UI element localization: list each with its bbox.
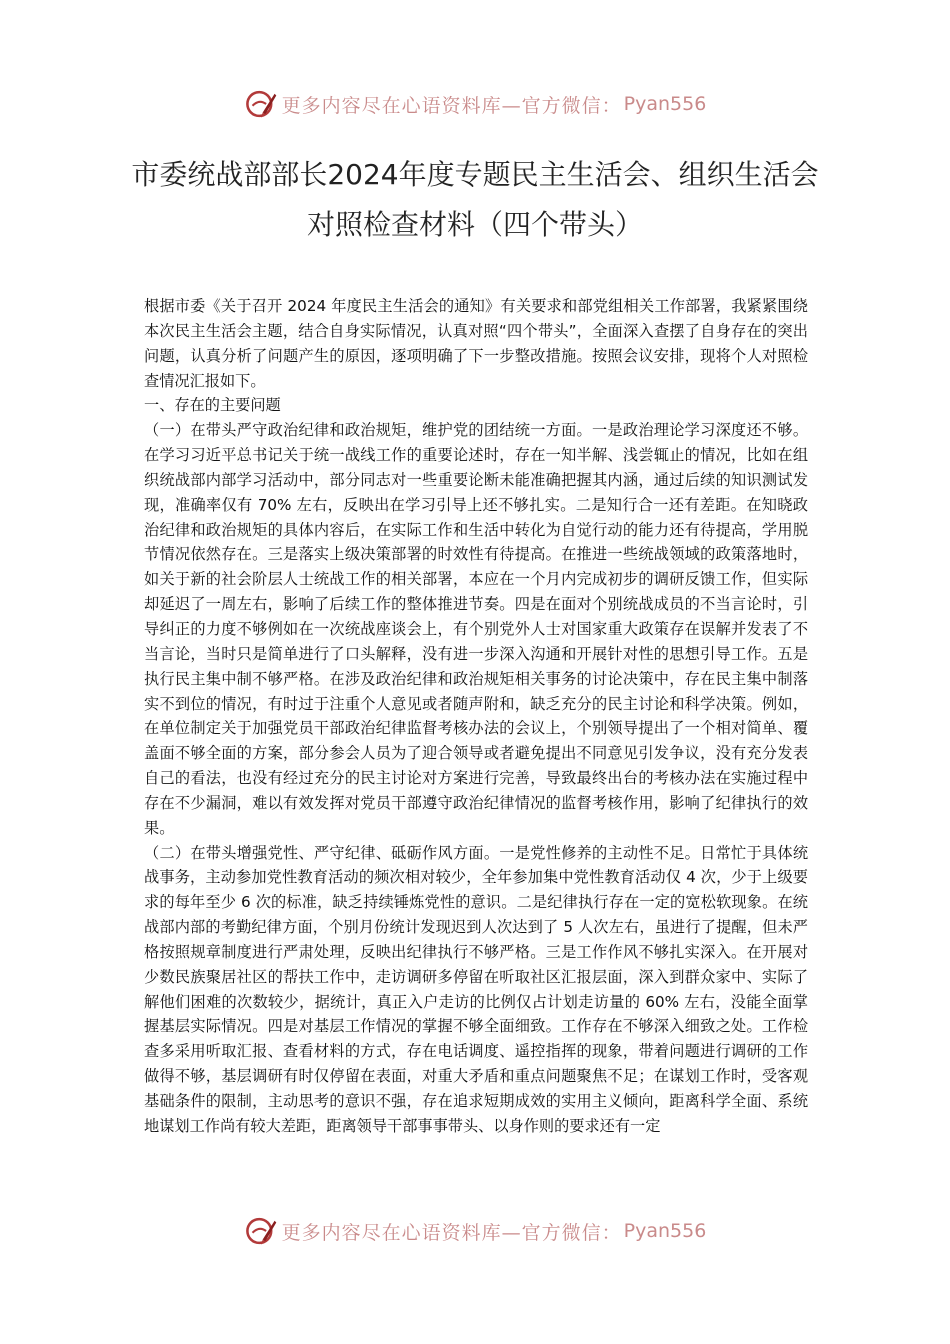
document-body — [144, 294, 808, 1139]
watermark-footer — [0, 1211, 950, 1251]
brush-pen-logo-icon — [244, 1214, 278, 1248]
watermark-text: 更多内容尽在心语资料库—官方微信： — [281, 94, 622, 117]
body-paragraph-2: （二）在带头增强党性、严守纪律、砥砺作风方面。一是党性修养的主动性不足。日常忙于具体统战事务，主动参加党性教育活动的频次相对较少，全年参加集中党性教育活动仅 4 次，少于上级要求的每年至少 6 次的标准，缺乏持续锤炼党性的意识。二是纪律执行存在一定的宽松软现象。在统战部内部的考勤纪律方面，个别月份统计发现迟到人次达到了 5 人次左右，虽进行了提醒，但未严格按照规章制度进行严肃处理，反映出纪律执行不够严格。三是工作作风不够扎实深入。在开展对少数民族聚居社区的帮扶工作中，走访调研多停留在听取社区汇报层面，深入到群众家中、实际了解他们困难的次数较少，据统计，真正入户走访的比例仅占计划走访量的 60% 左右，没能全面掌握基层实际情况。四是对基层工作情况的掌握不够全面细致。工作存在不够深入细致之处。工作检查多采用听取汇报、查看材料的方式，存在电话调度、遥控指挥的现象，带着问题进行调研的工作做得不够，基层调研有时仅停留在表面，对重大矛盾和重点问题聚焦不足；在谋划工作时，受客观基础条件的限制，主动思考的意识不强，存在追求短期成效的实用主义倾向，距离科学全面、系统地谋划工作尚有较大差距，距离领导干部事事带头、以身作则的要求还有一定 — [144, 843, 808, 1135]
watermark-text: 更多内容尽在心语资料库—官方微信： — [281, 1221, 622, 1244]
brush-pen-logo-icon — [244, 87, 278, 121]
watermark-handle: Pyan556 — [623, 1220, 707, 1242]
watermark-header — [0, 84, 950, 124]
document-title: 市委统战部部长2024年度专题民主生活会、组织生活会对照检查材料（四个带头） — [131, 158, 819, 241]
watermark-handle: Pyan556 — [623, 93, 707, 115]
section-heading: 一、存在的主要问题 — [144, 396, 281, 415]
intro-paragraph: 根据市委《关于召开 2024 年度民主生活会的通知》有关要求和部党组相关工作部署，我紧紧围绕本次民主生活会主题，结合自身实际情况，认真对照“四个带头”，全面深入查摆了自身存在的突出问题，认真分析了问题产生的原因，逐项明确了下一步整改措施。按照会议安排，现将个人对照检查情况汇报如下。 — [144, 297, 808, 390]
body-paragraph-1: （一）在带头严守政治纪律和政治规矩，维护党的团结统一方面。一是政治理论学习深度还不够。在学习习近平总书记关于统一战线工作的重要论述时，存在一知半解、浅尝辄止的情况，比如在组织统战部内部学习活动中，部分同志对一些重要论断未能准确把握其内涵，通过后续的知识测试发现，准确率仅有 70% 左右，反映出在学习引导上还不够扎实。二是知行合一还有差距。在知晓政治纪律和政治规矩的具体内容后，在实际工作和生活中转化为自觉行动的能力还有待提高，学用脱节情况依然存在。三是落实上级决策部署的时效性有待提高。在推进一些统战领域的政策落地时，如关于新的社会阶层人士统战工作的相关部署，本应在一个月内完成初步的调研反馈工作，但实际却延迟了一周左右，影响了后续工作的整体推进节奏。四是在面对个别统战成员的不当言论时，引导纠正的力度不够例如在一次统战座谈会上，有个别党外人士对国家重大政策存在误解并发表了不当言论，当时只是简单进行了口头解释，没有进一步深入沟通和开展针对性的思想引导工作。五是执行民主集中制不够严格。在涉及政治纪律和政治规矩相关事务的讨论决策中，存在民主集中制落实不到位的情况，有时过于注重个人意见或者随声附和，缺乏充分的民主讨论和科学决策。例如，在单位制定关于加强党员干部政治纪律监督考核办法的会议上，个别领导提出了一个相对简单、覆盖面不够全面的方案，部分参会人员为了迎合领导或者避免提出不同意见引发争议，没有充分发表自己的看法，也没有经过充分的民主讨论对方案进行完善，导致最终出台的考核办法在实施过程中存在不少漏洞，难以有效发挥对党员干部遵守政治纪律情况的监督考核作用，影响了纪律执行的效果。 — [144, 421, 808, 837]
